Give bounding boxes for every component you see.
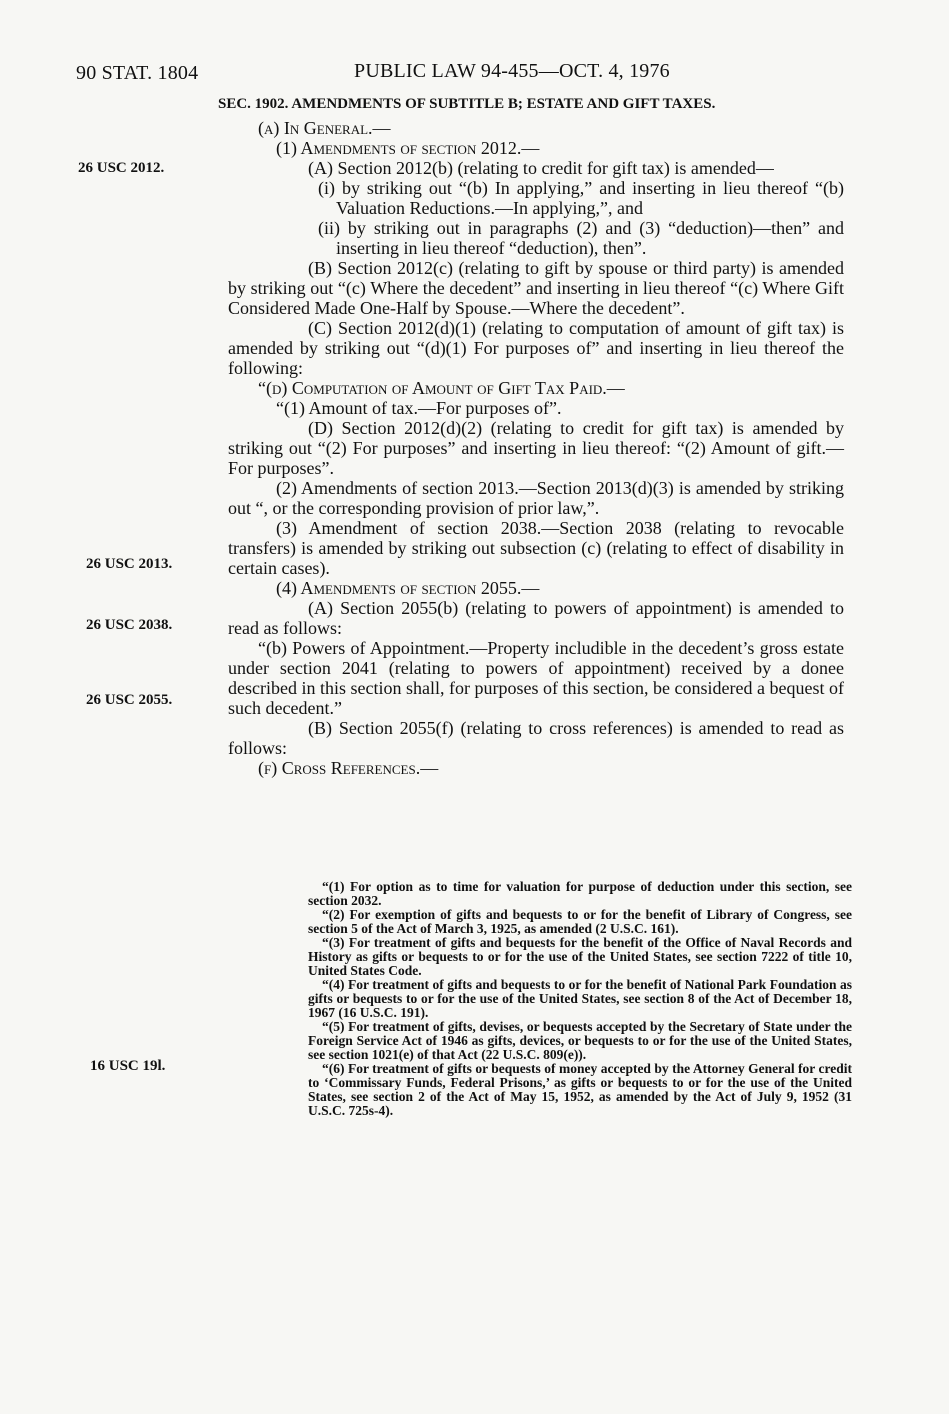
margin-note-2038: 26 USC 2038. [86,617,173,633]
para-2: (2) Amendments of section 2013.—Section 2013(d)(3) is amended by striking out “, or the corresponding provision of prior law,”. [228,478,844,518]
page-title: PUBLIC LAW 94-455—OCT. 4, 1976 [354,60,670,82]
main-text [228,118,844,778]
para-1A-ii: (ii) by striking out in paragraphs (2) and (3) “deduction)—then” and inserting in lieu thereof “deduction), then”. [318,218,844,258]
page-stat-number: 90 STAT. 1804 [76,62,199,84]
cross-references [308,880,852,1118]
para-1C: (C) Section 2012(d)(1) (relating to computation of amount of gift tax) is amended by striking out “(d)(1) For purposes of” and inserting in lieu thereof the following: [228,318,844,378]
para-1A-i: (i) by striking out “(b) In applying,” and inserting in lieu thereof “(b) Valuation Reductions.—In applying,”, and [318,178,844,218]
margin-note-2013: 26 USC 2013. [86,556,173,572]
reference-item: “(6) For treatment of gifts or bequests of money accepted by the Attorney General for credit to ‘Commissary Funds, Federal Prisons,’ as gifts or bequests to or for the use of the United States, see section 2 of the Act of May 15, 1952, as amended by the Act of July 9, 1952 (31 U.S.C. 725s-4). [308,1061,852,1118]
para-a: (a) In General.— [258,118,391,138]
para-4: (4) Amendments of section 2055.— [276,578,540,598]
reference-item: “(4) For treatment of gifts and bequests to or for the benefit of National Park Foundation as gifts or bequests to or for the use of the United States, see section 8 of the Act of December 18, 1967 (16 U.S.C. 191). [308,977,852,1020]
para-1A: (A) Section 2012(b) (relating to credit for gift tax) is amended— [308,158,774,178]
margin-note-16usc: 16 USC 19l. [90,1058,166,1074]
reference-item: “(3) For treatment of gifts and bequests for the benefit of the Office of Naval Records and History as gifts or bequests to or for the use of the United States, see section 7222 of title 10, United States Code. [308,935,852,978]
reference-item: “(1) For option as to time for valuation for purpose of deduction under this section, see section 2032. [308,879,852,908]
margin-note-2012: 26 USC 2012. [78,160,165,176]
para-4A: (A) Section 2055(b) (relating to powers of appointment) is amended to read as follows: [228,598,844,638]
para-1: (1) Amendments of section 2012.— [276,138,540,158]
para-b-powers: “(b) Powers of Appointment.—Property includible in the decedent’s gross estate under section 2041 (relating to powers of appointment) received by a donee described in this section shall, for purposes of this section, be considered a bequest of such decedent.” [228,638,844,718]
para-4B: (B) Section 2055(f) (relating to cross references) is amended to read as follows: [228,718,844,758]
reference-item: “(2) For exemption of gifts and bequests to or for the benefit of Library of Congress, see section 5 of the Act of March 3, 1925, as amended (2 U.S.C. 161). [308,907,852,936]
reference-item: “(5) For treatment of gifts, devises, or bequests accepted by the Secretary of State under the Foreign Service Act of 1946 as gifts, devices, or bequests to or for the use of the United States, see section 1021(e) of that Act (22 U.S.C. 809(e)). [308,1019,852,1062]
para-1D: (D) Section 2012(d)(2) (relating to credit for gift tax) is amended by striking out “(2) For purposes” and inserting in lieu thereof: “(2) Amount of gift.—For purposes”. [228,418,844,478]
para-3: (3) Amendment of section 2038.—Section 2038 (relating to revocable transfers) is amended by striking out subsection (c) (relating to effect of disability in certain cases). [228,518,844,578]
section-heading: SEC. 1902. AMENDMENTS OF SUBTITLE B; ESTATE AND GIFT TAXES. [218,96,716,112]
para-1B: (B) Section 2012(c) (relating to gift by spouse or third party) is amended by striking out “(c) Where the decedent” and inserting in lieu thereof “(c) Where Gift Considered Made One-Half by Spouse.—Where the decedent”. [228,258,844,318]
para-f-heading: (f) Cross References.— [258,758,439,778]
margin-note-2055: 26 USC 2055. [86,692,173,708]
para-d1: “(1) Amount of tax.—For purposes of”. [276,398,562,418]
para-d-heading: “(d) Computation of Amount of Gift Tax Paid.— [258,378,625,398]
